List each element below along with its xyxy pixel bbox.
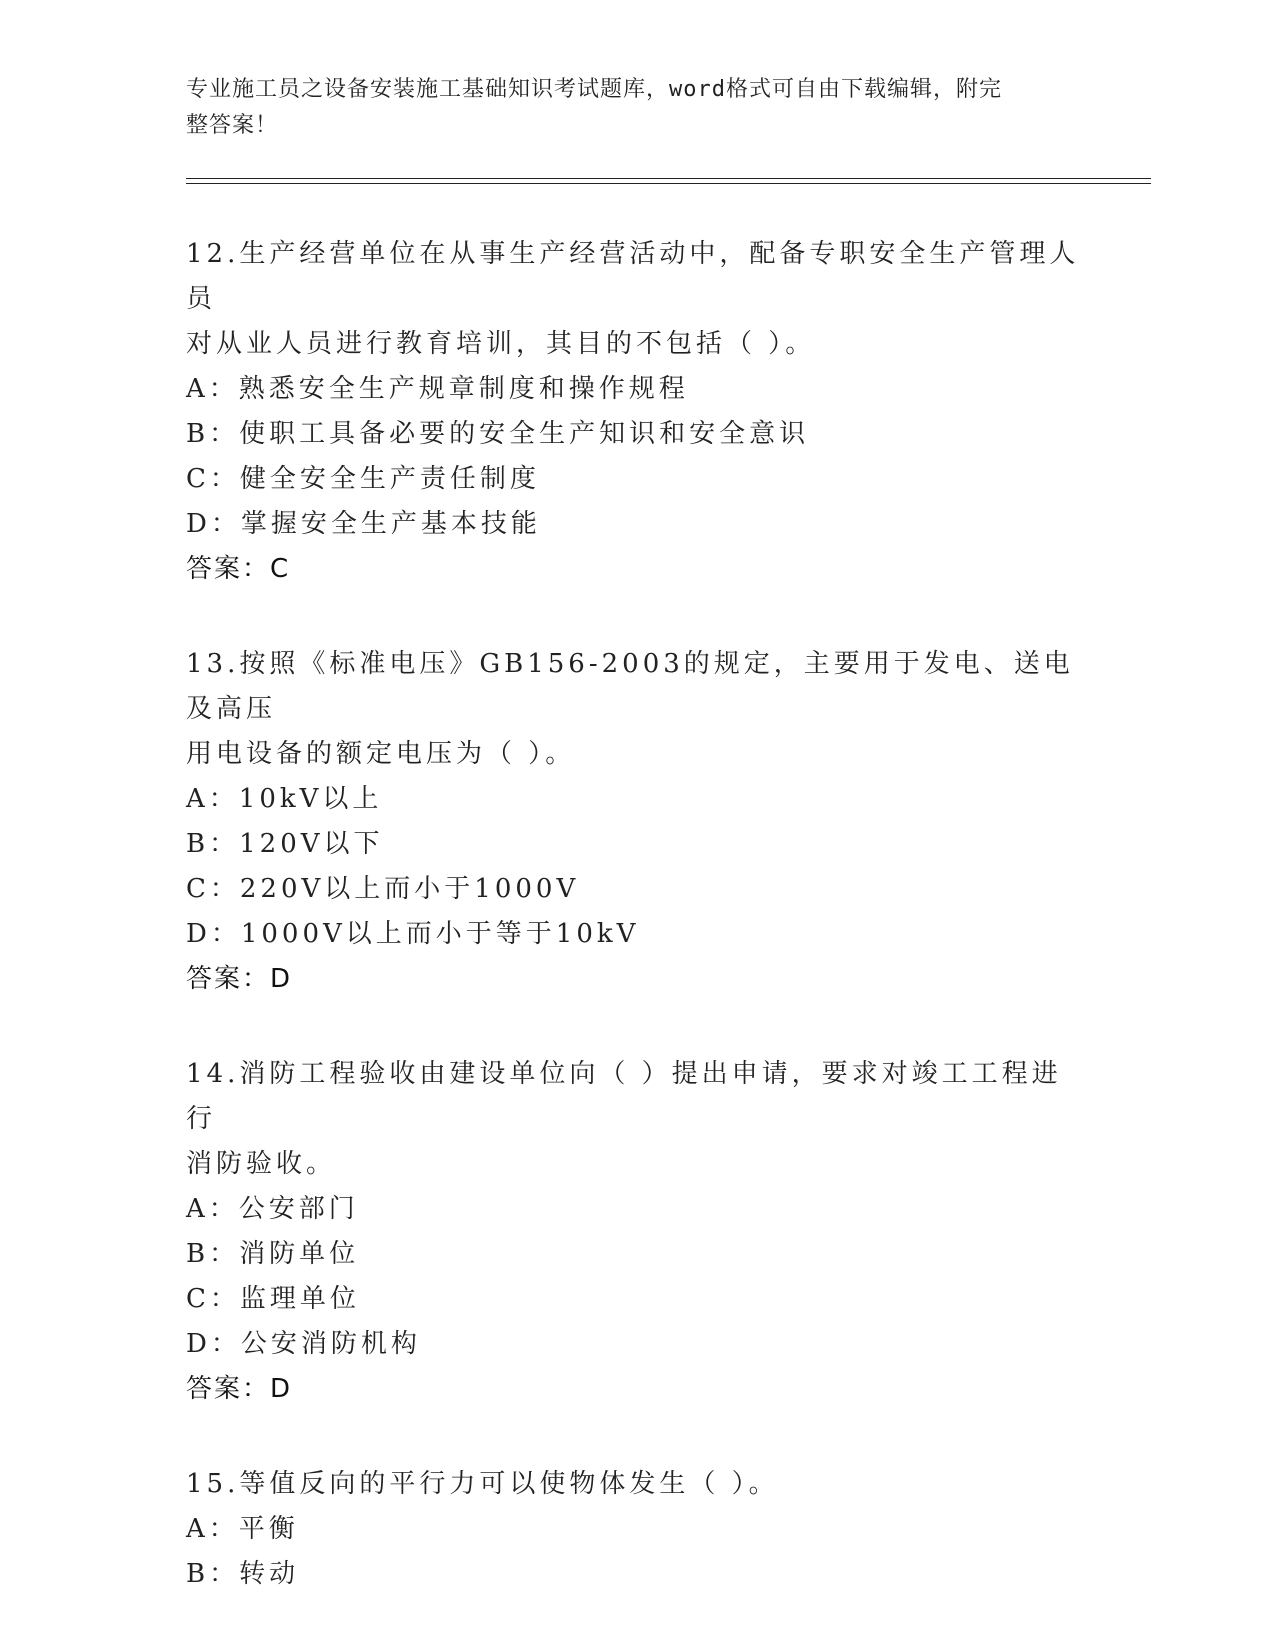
option-b: B：120V以下 xyxy=(186,829,384,859)
question-stem-line: 15.等值反向的平行力可以使物体发生（ ）。 xyxy=(186,1469,779,1499)
header-divider-bottom xyxy=(186,183,1151,184)
option-a: A：公安部门 xyxy=(186,1194,359,1224)
question-list xyxy=(186,232,1086,1647)
question-stem-line: 对从业人员进行教育培训，其目的不包括（ ）。 xyxy=(186,329,816,359)
option-b: B：转动 xyxy=(186,1559,300,1589)
option-d: D：掌握安全生产基本技能 xyxy=(186,509,541,539)
question-stem xyxy=(186,642,1086,777)
question-stem-line: 12.生产经营单位在从事生产经营活动中，配备专职安全生产管理人员 xyxy=(186,239,1080,314)
option-c: C：220V以上而小于1000V xyxy=(186,874,580,904)
question-15 xyxy=(186,1462,1086,1597)
option-d: D：1000V以上而小于等于10kV xyxy=(186,919,640,949)
answer: 答案：D xyxy=(186,1374,293,1404)
question-14 xyxy=(186,1052,1086,1412)
question-stem xyxy=(186,232,1086,367)
option-a: A：熟悉安全生产规章制度和操作规程 xyxy=(186,374,689,404)
option-b: B：消防单位 xyxy=(186,1239,360,1269)
option-c: C：健全安全生产责任制度 xyxy=(186,464,540,494)
question-12 xyxy=(186,232,1086,592)
question-13 xyxy=(186,642,1086,1002)
question-stem xyxy=(186,1462,1086,1507)
answer: 答案：D xyxy=(186,964,293,994)
question-stem-line: 消防验收。 xyxy=(186,1149,337,1179)
option-b: B：使职工具备必要的安全生产知识和安全意识 xyxy=(186,419,810,449)
answer: 答案：C xyxy=(186,554,291,584)
header-divider-top xyxy=(186,178,1151,179)
document-header xyxy=(186,72,1066,144)
option-a: A：平衡 xyxy=(186,1514,299,1544)
question-stem-line: 14.消防工程验收由建设单位向（ ）提出申请，要求对竣工工程进行 xyxy=(186,1059,1062,1134)
question-stem-line: 用电设备的额定电压为（ ）。 xyxy=(186,739,576,769)
header-line-2: 整答案！ xyxy=(186,113,279,138)
option-a: A：10kV以上 xyxy=(186,784,383,814)
header-line-1: 专业施工员之设备安装施工基础知识考试题库，word格式可自由下载编辑，附完 xyxy=(186,77,1002,102)
question-stem-line: 13.按照《标准电压》GB156-2003的规定，主要用于发电、送电及高压 xyxy=(186,649,1074,724)
question-stem xyxy=(186,1052,1086,1187)
option-d: D：公安消防机构 xyxy=(186,1329,421,1359)
option-c: C：监理单位 xyxy=(186,1284,360,1314)
